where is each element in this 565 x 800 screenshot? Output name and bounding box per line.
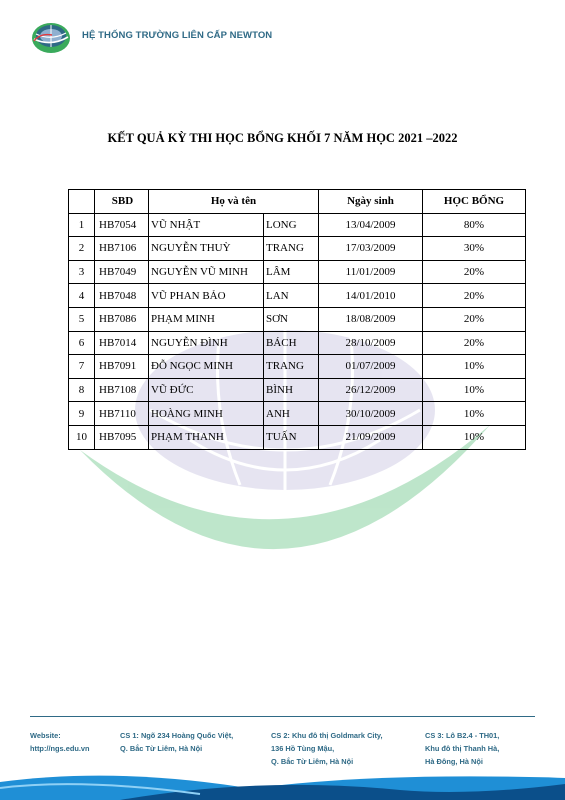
cell-scholarship: 80% xyxy=(423,213,526,237)
cell-sbd: HB7049 xyxy=(95,260,149,284)
cell-stt: 6 xyxy=(69,331,95,355)
cell-stt: 1 xyxy=(69,213,95,237)
campus-1-line-2: Q. Bắc Từ Liêm, Hà Nội xyxy=(120,744,203,753)
cell-stt: 3 xyxy=(69,260,95,284)
cell-given-name: ANH xyxy=(264,402,319,426)
table-row xyxy=(69,213,526,237)
campus-2-line-3: Q. Bắc Từ Liêm, Hà Nội xyxy=(271,757,354,766)
cell-family-name: ĐỖ NGỌC MINH xyxy=(149,355,264,379)
cell-family-name: HOÀNG MINH xyxy=(149,402,264,426)
cell-family-name: VŨ ĐỨC xyxy=(149,378,264,402)
cell-family-name: NGUYỄN THUỲ xyxy=(149,237,264,261)
header-name: Họ và tên xyxy=(149,190,319,214)
cell-family-name: VŨ PHAN BẢO xyxy=(149,284,264,308)
cell-dob: 26/12/2009 xyxy=(319,378,423,402)
campus-3-line-2: Khu đô thị Thanh Hà, xyxy=(425,744,500,753)
school-brand-name: HỆ THỐNG TRƯỜNG LIÊN CẤP NEWTON xyxy=(82,30,273,41)
cell-scholarship: 10% xyxy=(423,402,526,426)
campus-2-line-2: 136 Hồ Tùng Mậu, xyxy=(271,744,335,753)
cell-sbd: HB7108 xyxy=(95,378,149,402)
cell-sbd: HB7095 xyxy=(95,425,149,449)
table-row xyxy=(69,425,526,449)
cell-sbd: HB7086 xyxy=(95,307,149,331)
cell-dob: 21/09/2009 xyxy=(319,425,423,449)
cell-family-name: NGUYỄN ĐÌNH xyxy=(149,331,264,355)
cell-scholarship: 20% xyxy=(423,260,526,284)
footer-website xyxy=(30,729,90,755)
cell-scholarship: 20% xyxy=(423,307,526,331)
cell-scholarship: 10% xyxy=(423,378,526,402)
cell-given-name: TRANG xyxy=(264,355,319,379)
cell-scholarship: 20% xyxy=(423,331,526,355)
cell-dob: 17/03/2009 xyxy=(319,237,423,261)
website-label: Website: xyxy=(30,731,61,740)
header-stt xyxy=(69,190,95,214)
cell-given-name: TUẤN xyxy=(264,425,319,449)
cell-family-name: VŨ NHẬT xyxy=(149,213,264,237)
cell-given-name: LAN xyxy=(264,284,319,308)
table-row xyxy=(69,378,526,402)
table-body xyxy=(69,213,526,449)
table-header-row xyxy=(69,190,526,214)
cell-stt: 2 xyxy=(69,237,95,261)
cell-stt: 9 xyxy=(69,402,95,426)
campus-3-line-1: CS 3: Lô B2.4 - TH01, xyxy=(425,731,500,740)
cell-given-name: BÌNH xyxy=(264,378,319,402)
cell-sbd: HB7048 xyxy=(95,284,149,308)
cell-sbd: HB7014 xyxy=(95,331,149,355)
footer-wave-decoration xyxy=(0,760,565,800)
cell-dob: 28/10/2009 xyxy=(319,331,423,355)
cell-stt: 5 xyxy=(69,307,95,331)
header-dob: Ngày sinh xyxy=(319,190,423,214)
cell-given-name: SƠN xyxy=(264,307,319,331)
newton-globe-logo-icon xyxy=(30,21,72,55)
cell-dob: 01/07/2009 xyxy=(319,355,423,379)
website-link[interactable]: http://ngs.edu.vn xyxy=(30,744,90,753)
cell-stt: 8 xyxy=(69,378,95,402)
cell-family-name: PHẠM MINH xyxy=(149,307,264,331)
table-row xyxy=(69,260,526,284)
table-row xyxy=(69,307,526,331)
campus-1-line-1: CS 1: Ngõ 234 Hoàng Quốc Việt, xyxy=(120,731,234,740)
cell-scholarship: 20% xyxy=(423,284,526,308)
cell-family-name: PHẠM THANH xyxy=(149,425,264,449)
cell-sbd: HB7110 xyxy=(95,402,149,426)
cell-stt: 7 xyxy=(69,355,95,379)
cell-dob: 30/10/2009 xyxy=(319,402,423,426)
table-row xyxy=(69,402,526,426)
cell-family-name: NGUYỄN VŨ MINH xyxy=(149,260,264,284)
footer-campus-1 xyxy=(120,729,233,755)
page-title: KẾT QUẢ KỲ THI HỌC BỔNG KHỐI 7 NĂM HỌC 2021 –2022 xyxy=(107,131,458,145)
cell-sbd: HB7091 xyxy=(95,355,149,379)
cell-given-name: BÁCH xyxy=(264,331,319,355)
table-row xyxy=(69,237,526,261)
cell-given-name: TRANG xyxy=(264,237,319,261)
cell-scholarship: 30% xyxy=(423,237,526,261)
campus-3-line-3: Hà Đông, Hà Nội xyxy=(425,757,483,766)
table-row xyxy=(69,355,526,379)
table-row xyxy=(69,284,526,308)
table-row xyxy=(69,331,526,355)
cell-sbd: HB7106 xyxy=(95,237,149,261)
cell-stt: 10 xyxy=(69,425,95,449)
header-scholarship: HỌC BỔNG xyxy=(423,190,526,214)
cell-sbd: HB7054 xyxy=(95,213,149,237)
cell-dob: 11/01/2009 xyxy=(319,260,423,284)
footer-divider xyxy=(30,716,535,717)
cell-dob: 18/08/2009 xyxy=(319,307,423,331)
cell-stt: 4 xyxy=(69,284,95,308)
header-sbd: SBD xyxy=(95,190,149,214)
cell-given-name: LÂM xyxy=(264,260,319,284)
cell-dob: 14/01/2010 xyxy=(319,284,423,308)
cell-scholarship: 10% xyxy=(423,425,526,449)
scholarship-results-table xyxy=(68,189,526,450)
cell-given-name: LONG xyxy=(264,213,319,237)
cell-dob: 13/04/2009 xyxy=(319,213,423,237)
campus-2-line-1: CS 2: Khu đô thị Goldmark City, xyxy=(271,731,383,740)
cell-scholarship: 10% xyxy=(423,355,526,379)
